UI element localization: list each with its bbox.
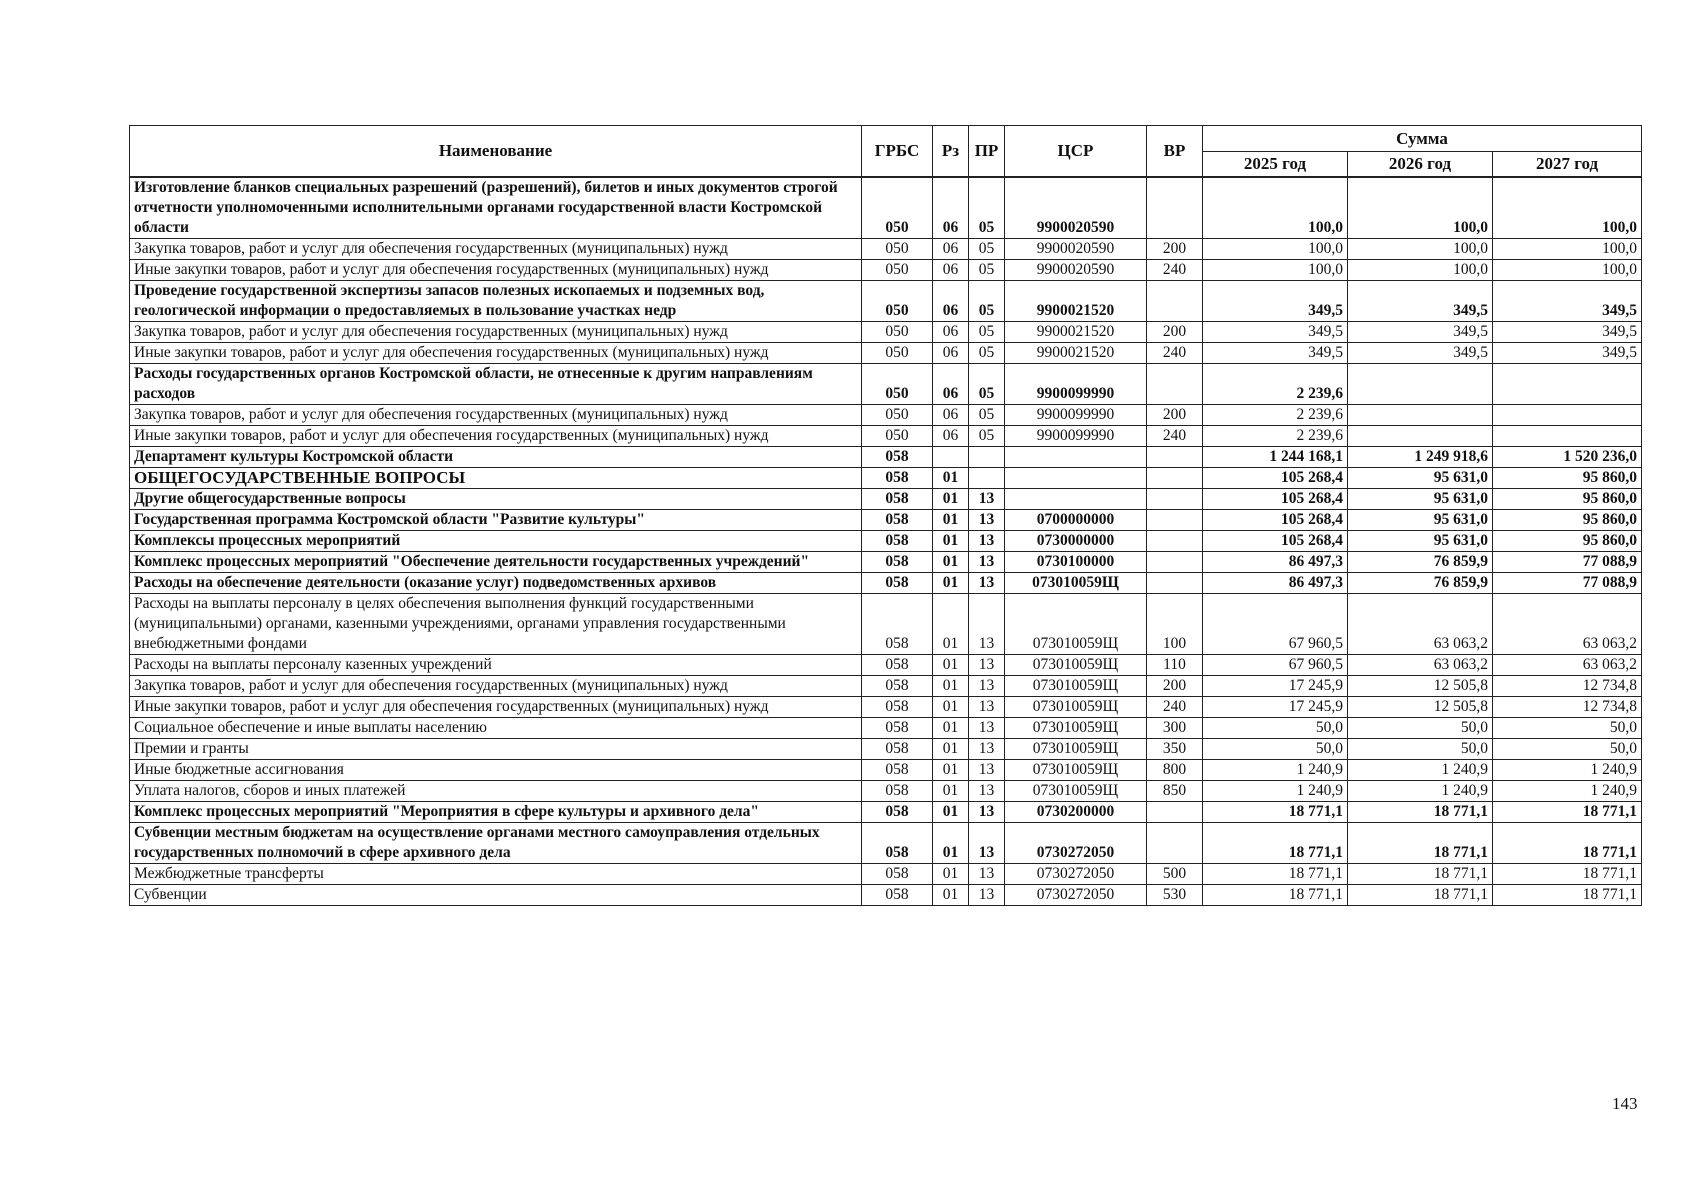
- row-csr: 9900021520: [1005, 281, 1147, 322]
- row-name: Закупка товаров, работ и услуг для обеспечения государственных (муниципальных) нужд: [130, 322, 862, 343]
- row-name: Комплекс процессных мероприятий "Обеспечение деятельности государственных учреждений": [130, 552, 862, 573]
- row-rz: 06: [933, 260, 969, 281]
- row-rz: 01: [933, 552, 969, 573]
- row-sum-2027: 12 734,8: [1493, 676, 1642, 697]
- row-csr: 073010059Щ: [1005, 739, 1147, 760]
- budget-table: [129, 125, 1642, 906]
- table-row: [130, 239, 1642, 260]
- row-rz: 01: [933, 718, 969, 739]
- row-name: Расходы на обеспечение деятельности (оказание услуг) подведомственных архивов: [130, 573, 862, 594]
- table-row: [130, 739, 1642, 760]
- row-sum-2025: 105 268,4: [1203, 468, 1348, 489]
- row-sum-2027: 95 860,0: [1493, 468, 1642, 489]
- row-grbs: 058: [862, 573, 933, 594]
- table-body: [130, 177, 1642, 906]
- row-grbs: 050: [862, 426, 933, 447]
- row-sum-2027: 63 063,2: [1493, 594, 1642, 655]
- row-name: Проведение государственной экспертизы запасов полезных ископаемых и подземных вод, геологической информации о предоставляемых в пользование участках недр: [130, 281, 862, 322]
- row-vr: 350: [1147, 739, 1203, 760]
- row-sum-2027: 50,0: [1493, 718, 1642, 739]
- row-sum-2027: 18 771,1: [1493, 823, 1642, 864]
- row-sum-2026: [1348, 364, 1493, 405]
- row-grbs: 058: [862, 802, 933, 823]
- row-vr: [1147, 510, 1203, 531]
- header-year-2027: 2027 год: [1493, 152, 1642, 178]
- row-sum-2027: 349,5: [1493, 281, 1642, 322]
- row-vr: [1147, 802, 1203, 823]
- row-rz: 01: [933, 802, 969, 823]
- row-name: Межбюджетные трансферты: [130, 864, 862, 885]
- row-vr: [1147, 489, 1203, 510]
- row-pr: 13: [969, 864, 1005, 885]
- row-pr: 05: [969, 322, 1005, 343]
- row-vr: [1147, 531, 1203, 552]
- row-sum-2025: 50,0: [1203, 718, 1348, 739]
- row-grbs: 058: [862, 489, 933, 510]
- row-csr: 9900021520: [1005, 322, 1147, 343]
- row-csr: 0730272050: [1005, 823, 1147, 864]
- table-row: [130, 364, 1642, 405]
- row-sum-2026: 12 505,8: [1348, 697, 1493, 718]
- row-sum-2025: 17 245,9: [1203, 697, 1348, 718]
- row-csr: 073010059Щ: [1005, 573, 1147, 594]
- table-row: [130, 823, 1642, 864]
- row-csr: [1005, 468, 1147, 489]
- table-row: [130, 573, 1642, 594]
- row-csr: 073010059Щ: [1005, 781, 1147, 802]
- row-sum-2027: 77 088,9: [1493, 552, 1642, 573]
- row-vr: [1147, 177, 1203, 239]
- row-csr: 0730272050: [1005, 885, 1147, 906]
- row-pr: 05: [969, 177, 1005, 239]
- row-grbs: 058: [862, 468, 933, 489]
- row-sum-2027: 18 771,1: [1493, 864, 1642, 885]
- row-pr: 13: [969, 802, 1005, 823]
- row-name: Иные закупки товаров, работ и услуг для обеспечения государственных (муниципальных) нужд: [130, 697, 862, 718]
- row-sum-2025: 67 960,5: [1203, 594, 1348, 655]
- row-vr: 240: [1147, 697, 1203, 718]
- row-sum-2025: 105 268,4: [1203, 510, 1348, 531]
- row-sum-2027: 95 860,0: [1493, 510, 1642, 531]
- row-grbs: 058: [862, 823, 933, 864]
- row-grbs: 058: [862, 864, 933, 885]
- row-pr: 13: [969, 697, 1005, 718]
- row-vr: [1147, 281, 1203, 322]
- row-vr: [1147, 364, 1203, 405]
- header-name: Наименование: [130, 126, 862, 178]
- row-name: Комплексы процессных мероприятий: [130, 531, 862, 552]
- row-sum-2027: [1493, 426, 1642, 447]
- row-sum-2027: 349,5: [1493, 343, 1642, 364]
- row-sum-2027: 100,0: [1493, 260, 1642, 281]
- table-row: [130, 864, 1642, 885]
- row-pr: 05: [969, 364, 1005, 405]
- table-row: [130, 510, 1642, 531]
- table-row: [130, 594, 1642, 655]
- row-sum-2027: 77 088,9: [1493, 573, 1642, 594]
- row-sum-2026: 18 771,1: [1348, 802, 1493, 823]
- row-vr: 200: [1147, 405, 1203, 426]
- row-rz: 01: [933, 489, 969, 510]
- row-sum-2025: 18 771,1: [1203, 802, 1348, 823]
- row-sum-2027: 1 240,9: [1493, 760, 1642, 781]
- row-pr: 05: [969, 239, 1005, 260]
- row-sum-2025: 1 244 168,1: [1203, 447, 1348, 468]
- row-grbs: 058: [862, 510, 933, 531]
- row-sum-2025: 100,0: [1203, 260, 1348, 281]
- row-sum-2025: 2 239,6: [1203, 364, 1348, 405]
- row-grbs: 050: [862, 343, 933, 364]
- row-rz: 01: [933, 594, 969, 655]
- row-grbs: 058: [862, 594, 933, 655]
- row-rz: 01: [933, 655, 969, 676]
- row-sum-2025: 18 771,1: [1203, 864, 1348, 885]
- row-csr: 0730100000: [1005, 552, 1147, 573]
- row-csr: 073010059Щ: [1005, 655, 1147, 676]
- row-sum-2025: 18 771,1: [1203, 885, 1348, 906]
- row-csr: [1005, 447, 1147, 468]
- row-pr: 13: [969, 531, 1005, 552]
- row-rz: 06: [933, 426, 969, 447]
- row-pr: 13: [969, 760, 1005, 781]
- row-name: Иные закупки товаров, работ и услуг для обеспечения государственных (муниципальных) нужд: [130, 426, 862, 447]
- row-name: Иные бюджетные ассигнования: [130, 760, 862, 781]
- row-rz: [933, 447, 969, 468]
- row-vr: 300: [1147, 718, 1203, 739]
- row-sum-2025: 18 771,1: [1203, 823, 1348, 864]
- row-sum-2026: 76 859,9: [1348, 573, 1493, 594]
- row-vr: [1147, 447, 1203, 468]
- header-csr: ЦСР: [1005, 126, 1147, 178]
- row-sum-2026: 95 631,0: [1348, 489, 1493, 510]
- row-grbs: 050: [862, 177, 933, 239]
- row-pr: 05: [969, 260, 1005, 281]
- table-row: [130, 405, 1642, 426]
- row-sum-2025: 86 497,3: [1203, 552, 1348, 573]
- row-rz: 01: [933, 573, 969, 594]
- row-sum-2026: 18 771,1: [1348, 823, 1493, 864]
- row-sum-2025: 349,5: [1203, 322, 1348, 343]
- row-pr: 13: [969, 573, 1005, 594]
- row-sum-2026: 1 240,9: [1348, 781, 1493, 802]
- table-row: [130, 447, 1642, 468]
- row-name: Расходы на выплаты персоналу казенных учреждений: [130, 655, 862, 676]
- row-rz: 01: [933, 864, 969, 885]
- row-name: Уплата налогов, сборов и иных платежей: [130, 781, 862, 802]
- row-rz: 06: [933, 343, 969, 364]
- table-row: [130, 468, 1642, 489]
- row-sum-2025: 1 240,9: [1203, 760, 1348, 781]
- row-sum-2025: 349,5: [1203, 343, 1348, 364]
- row-rz: 06: [933, 364, 969, 405]
- row-sum-2026: 95 631,0: [1348, 531, 1493, 552]
- row-pr: 13: [969, 594, 1005, 655]
- row-vr: 100: [1147, 594, 1203, 655]
- row-sum-2026: 50,0: [1348, 718, 1493, 739]
- row-vr: 500: [1147, 864, 1203, 885]
- table-row: [130, 655, 1642, 676]
- row-rz: 01: [933, 531, 969, 552]
- row-sum-2026: 349,5: [1348, 343, 1493, 364]
- table-row: [130, 676, 1642, 697]
- row-rz: 01: [933, 739, 969, 760]
- row-sum-2027: 1 520 236,0: [1493, 447, 1642, 468]
- row-rz: 01: [933, 510, 969, 531]
- row-csr: 073010059Щ: [1005, 760, 1147, 781]
- row-pr: [969, 447, 1005, 468]
- row-name: Другие общегосударственные вопросы: [130, 489, 862, 510]
- row-pr: 13: [969, 781, 1005, 802]
- row-rz: 06: [933, 281, 969, 322]
- header-year-2026: 2026 год: [1348, 152, 1493, 178]
- row-csr: 073010059Щ: [1005, 594, 1147, 655]
- row-sum-2026: 1 240,9: [1348, 760, 1493, 781]
- row-pr: 13: [969, 510, 1005, 531]
- row-pr: 05: [969, 426, 1005, 447]
- row-grbs: 050: [862, 260, 933, 281]
- row-pr: 13: [969, 739, 1005, 760]
- row-name: Социальное обеспечение и иные выплаты населению: [130, 718, 862, 739]
- row-sum-2026: 76 859,9: [1348, 552, 1493, 573]
- row-name: Премии и гранты: [130, 739, 862, 760]
- row-sum-2025: 100,0: [1203, 239, 1348, 260]
- row-sum-2025: 50,0: [1203, 739, 1348, 760]
- row-pr: 13: [969, 552, 1005, 573]
- header-rz: Рз: [933, 126, 969, 178]
- row-rz: 01: [933, 697, 969, 718]
- row-sum-2026: 63 063,2: [1348, 594, 1493, 655]
- row-vr: 200: [1147, 322, 1203, 343]
- row-sum-2026: 100,0: [1348, 239, 1493, 260]
- row-sum-2027: 12 734,8: [1493, 697, 1642, 718]
- row-sum-2026: [1348, 426, 1493, 447]
- row-grbs: 058: [862, 531, 933, 552]
- row-sum-2026: 63 063,2: [1348, 655, 1493, 676]
- table-row: [130, 531, 1642, 552]
- row-pr: 13: [969, 676, 1005, 697]
- row-sum-2025: 2 239,6: [1203, 426, 1348, 447]
- row-pr: 05: [969, 281, 1005, 322]
- row-pr: 05: [969, 405, 1005, 426]
- row-sum-2026: [1348, 405, 1493, 426]
- row-vr: 800: [1147, 760, 1203, 781]
- row-sum-2025: 67 960,5: [1203, 655, 1348, 676]
- table-row: [130, 781, 1642, 802]
- row-name: Расходы на выплаты персоналу в целях обеспечения выполнения функций государственными (муниципальными) органами, казенными учреждениями, органами управления государственными внебюджетными фондами: [130, 594, 862, 655]
- row-grbs: 058: [862, 739, 933, 760]
- row-vr: 200: [1147, 239, 1203, 260]
- row-pr: 05: [969, 343, 1005, 364]
- row-grbs: 058: [862, 760, 933, 781]
- table-row: [130, 489, 1642, 510]
- row-vr: 240: [1147, 343, 1203, 364]
- row-rz: 06: [933, 405, 969, 426]
- row-name: Иные закупки товаров, работ и услуг для обеспечения государственных (муниципальных) нужд: [130, 260, 862, 281]
- row-name: Комплекс процессных мероприятий "Мероприятия в сфере культуры и архивного дела": [130, 802, 862, 823]
- row-csr: 9900021520: [1005, 343, 1147, 364]
- row-csr: 9900020590: [1005, 239, 1147, 260]
- row-vr: 240: [1147, 260, 1203, 281]
- table-row: [130, 322, 1642, 343]
- row-name: Государственная программа Костромской области "Развитие культуры": [130, 510, 862, 531]
- header-grbs: ГРБС: [862, 126, 933, 178]
- row-name: Субвенции: [130, 885, 862, 906]
- table-row: [130, 552, 1642, 573]
- row-csr: 9900099990: [1005, 405, 1147, 426]
- row-csr: 9900020590: [1005, 260, 1147, 281]
- row-rz: 01: [933, 781, 969, 802]
- header-vr: ВР: [1147, 126, 1203, 178]
- row-pr: 13: [969, 718, 1005, 739]
- row-name: Департамент культуры Костромской области: [130, 447, 862, 468]
- row-sum-2027: 349,5: [1493, 322, 1642, 343]
- table-row: [130, 343, 1642, 364]
- row-pr: 13: [969, 823, 1005, 864]
- row-name: Изготовление бланков специальных разрешений (разрешений), билетов и иных документов строгой отчетности уполномоченными исполнительными органами государственной власти Костромской области: [130, 177, 862, 239]
- row-sum-2027: 18 771,1: [1493, 885, 1642, 906]
- table-row: [130, 697, 1642, 718]
- row-sum-2025: 17 245,9: [1203, 676, 1348, 697]
- row-pr: 13: [969, 885, 1005, 906]
- row-vr: 240: [1147, 426, 1203, 447]
- row-rz: 06: [933, 322, 969, 343]
- row-pr: 13: [969, 655, 1005, 676]
- row-csr: 9900020590: [1005, 177, 1147, 239]
- row-rz: 01: [933, 468, 969, 489]
- row-vr: [1147, 468, 1203, 489]
- row-vr: 530: [1147, 885, 1203, 906]
- table-row: [130, 177, 1642, 239]
- row-csr: 073010059Щ: [1005, 697, 1147, 718]
- row-grbs: 058: [862, 676, 933, 697]
- header-year-2025: 2025 год: [1203, 152, 1348, 178]
- table-row: [130, 718, 1642, 739]
- row-grbs: 058: [862, 885, 933, 906]
- row-sum-2025: 105 268,4: [1203, 489, 1348, 510]
- table-row: [130, 281, 1642, 322]
- header-pr: ПР: [969, 126, 1005, 178]
- row-sum-2027: 50,0: [1493, 739, 1642, 760]
- row-csr: 0700000000: [1005, 510, 1147, 531]
- row-sum-2027: [1493, 364, 1642, 405]
- row-name: Закупка товаров, работ и услуг для обеспечения государственных (муниципальных) нужд: [130, 239, 862, 260]
- row-rz: 01: [933, 760, 969, 781]
- row-name: Субвенции местным бюджетам на осуществление органами местного самоуправления отдельных государственных полномочий в сфере архивного дела: [130, 823, 862, 864]
- row-vr: [1147, 573, 1203, 594]
- table-row: [130, 260, 1642, 281]
- row-sum-2027: 63 063,2: [1493, 655, 1642, 676]
- row-grbs: 050: [862, 281, 933, 322]
- row-csr: 9900099990: [1005, 426, 1147, 447]
- row-sum-2025: 1 240,9: [1203, 781, 1348, 802]
- row-sum-2026: 100,0: [1348, 177, 1493, 239]
- row-vr: [1147, 823, 1203, 864]
- row-csr: 073010059Щ: [1005, 676, 1147, 697]
- row-rz: 01: [933, 676, 969, 697]
- row-name: ОБЩЕГОСУДАРСТВЕННЫЕ ВОПРОСЫ: [130, 468, 862, 489]
- row-sum-2026: 100,0: [1348, 260, 1493, 281]
- row-sum-2027: 95 860,0: [1493, 531, 1642, 552]
- row-grbs: 050: [862, 322, 933, 343]
- row-sum-2026: 18 771,1: [1348, 885, 1493, 906]
- row-csr: [1005, 489, 1147, 510]
- table-row: [130, 760, 1642, 781]
- row-grbs: 058: [862, 781, 933, 802]
- row-sum-2027: [1493, 405, 1642, 426]
- table-row: [130, 802, 1642, 823]
- row-csr: 0730000000: [1005, 531, 1147, 552]
- row-sum-2025: 105 268,4: [1203, 531, 1348, 552]
- row-pr: 13: [969, 489, 1005, 510]
- row-vr: 200: [1147, 676, 1203, 697]
- row-csr: 073010059Щ: [1005, 718, 1147, 739]
- row-sum-2025: 2 239,6: [1203, 405, 1348, 426]
- row-sum-2027: 95 860,0: [1493, 489, 1642, 510]
- row-grbs: 050: [862, 364, 933, 405]
- row-sum-2026: 349,5: [1348, 281, 1493, 322]
- row-grbs: 058: [862, 655, 933, 676]
- row-sum-2026: 1 249 918,6: [1348, 447, 1493, 468]
- row-rz: 01: [933, 885, 969, 906]
- table-header: [130, 126, 1642, 178]
- row-sum-2026: 95 631,0: [1348, 510, 1493, 531]
- row-grbs: 058: [862, 697, 933, 718]
- page-number: 143: [1612, 1094, 1638, 1113]
- row-grbs: 058: [862, 447, 933, 468]
- row-sum-2025: 100,0: [1203, 177, 1348, 239]
- row-csr: 0730200000: [1005, 802, 1147, 823]
- row-name: Расходы государственных органов Костромской области, не отнесенные к другим направлениям расходов: [130, 364, 862, 405]
- row-name: Закупка товаров, работ и услуг для обеспечения государственных (муниципальных) нужд: [130, 676, 862, 697]
- row-sum-2027: 100,0: [1493, 239, 1642, 260]
- row-vr: 110: [1147, 655, 1203, 676]
- row-sum-2025: 349,5: [1203, 281, 1348, 322]
- row-sum-2026: 18 771,1: [1348, 864, 1493, 885]
- row-grbs: 050: [862, 239, 933, 260]
- row-sum-2027: 100,0: [1493, 177, 1642, 239]
- row-rz: 06: [933, 177, 969, 239]
- row-csr: 9900099990: [1005, 364, 1147, 405]
- row-name: Иные закупки товаров, работ и услуг для обеспечения государственных (муниципальных) нужд: [130, 343, 862, 364]
- row-rz: 06: [933, 239, 969, 260]
- row-sum-2026: 349,5: [1348, 322, 1493, 343]
- row-grbs: 058: [862, 552, 933, 573]
- row-csr: 0730272050: [1005, 864, 1147, 885]
- row-sum-2025: 86 497,3: [1203, 573, 1348, 594]
- row-sum-2027: 18 771,1: [1493, 802, 1642, 823]
- row-pr: [969, 468, 1005, 489]
- row-grbs: 058: [862, 718, 933, 739]
- row-name: Закупка товаров, работ и услуг для обеспечения государственных (муниципальных) нужд: [130, 405, 862, 426]
- header-sum: Сумма: [1203, 126, 1642, 152]
- row-grbs: 050: [862, 405, 933, 426]
- table-row: [130, 426, 1642, 447]
- row-vr: 850: [1147, 781, 1203, 802]
- row-rz: 01: [933, 823, 969, 864]
- row-sum-2026: 12 505,8: [1348, 676, 1493, 697]
- row-sum-2026: 95 631,0: [1348, 468, 1493, 489]
- row-sum-2027: 1 240,9: [1493, 781, 1642, 802]
- row-sum-2026: 50,0: [1348, 739, 1493, 760]
- row-vr: [1147, 552, 1203, 573]
- table-row: [130, 885, 1642, 906]
